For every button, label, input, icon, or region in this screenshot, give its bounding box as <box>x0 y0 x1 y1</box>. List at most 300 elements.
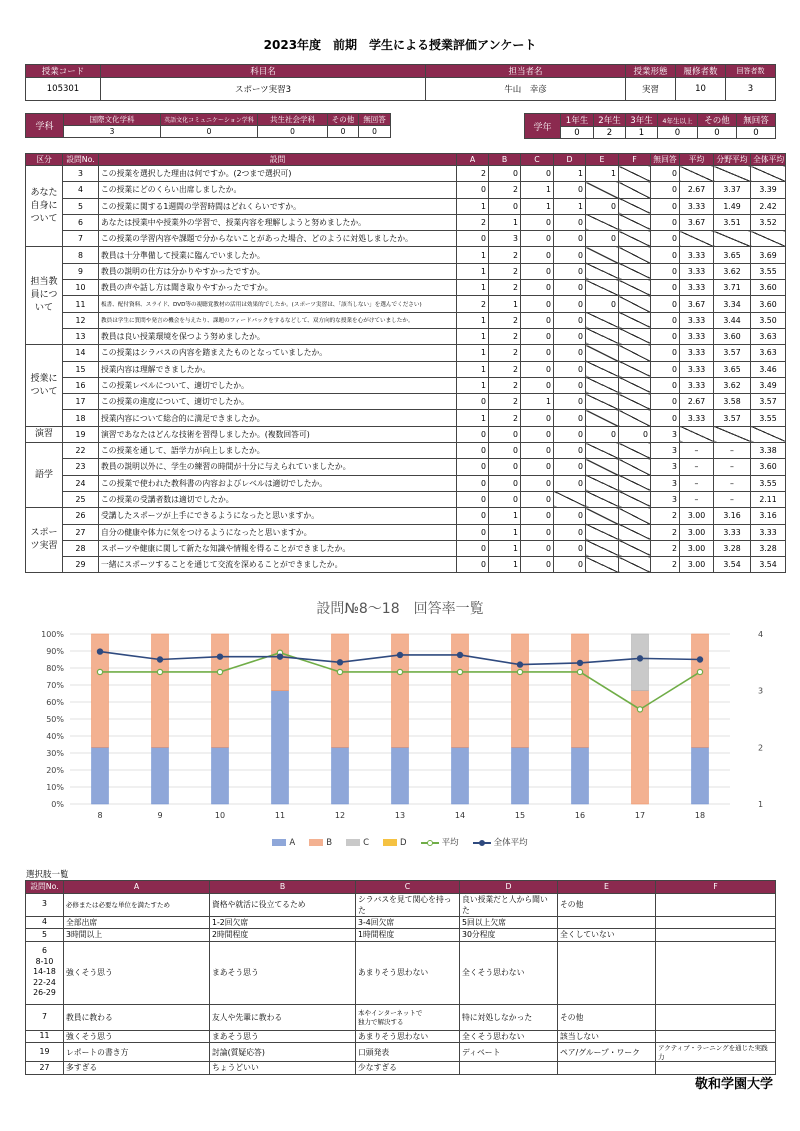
answer-cell: 3.60 <box>751 459 786 475</box>
survey-row <box>26 377 786 393</box>
legend-item <box>383 838 407 848</box>
selection-row <box>26 1030 776 1043</box>
survey-row <box>26 491 786 507</box>
answer-cell <box>619 166 651 182</box>
selection-option: 必修または必要な単位を満たすため <box>64 893 210 916</box>
survey-header: F <box>619 154 651 166</box>
answer-cell: 1 <box>521 182 554 198</box>
answer-cell <box>619 296 651 312</box>
answer-cell <box>680 426 714 442</box>
selection-option <box>558 916 656 929</box>
answer-cell: – <box>714 443 751 459</box>
category-label: 授業について <box>26 345 63 426</box>
answer-cell: 3.46 <box>751 361 786 377</box>
y2-tick-label: 2 <box>758 743 764 753</box>
answer-cell: 0 <box>521 508 554 524</box>
answer-cell: 0 <box>651 231 680 247</box>
point-平均 <box>457 669 462 674</box>
selection-number: 3 <box>26 893 64 916</box>
dept-value: 0 <box>258 126 328 138</box>
question-number: 26 <box>63 508 99 524</box>
answer-cell: 3.67 <box>680 214 714 230</box>
selection-option: 本やインターネットで 独力で解決する <box>356 1004 460 1030</box>
department-table <box>25 113 391 138</box>
answer-cell: 1 <box>457 361 489 377</box>
bar-B <box>272 634 289 691</box>
answer-cell: 3.57 <box>714 345 751 361</box>
x-tick-label: 10 <box>214 811 226 820</box>
answer-cell: 1.49 <box>714 198 751 214</box>
answer-cell: 1 <box>554 166 586 182</box>
survey-row <box>26 345 786 361</box>
question-text: この授業で使われた教科書の内容およびレベルは適切でしたか。 <box>99 475 457 491</box>
question-number: 18 <box>63 410 99 426</box>
answer-cell: 3.33 <box>680 312 714 328</box>
bar-A <box>152 747 169 804</box>
answer-cell <box>619 443 651 459</box>
point-平均 <box>397 669 402 674</box>
answer-cell <box>586 182 619 198</box>
x-tick-label: 17 <box>634 811 646 820</box>
survey-row <box>26 394 786 410</box>
answer-cell <box>586 361 619 377</box>
answer-cell: 0 <box>521 410 554 426</box>
answer-cell: 0 <box>457 459 489 475</box>
dept-label: 学科 <box>26 114 64 138</box>
answer-cell: 0 <box>554 231 586 247</box>
selection-option: 良い授業だと人から聞いた <box>460 893 558 916</box>
answer-cell: 0 <box>554 524 586 540</box>
answer-cell: 0 <box>554 426 586 442</box>
survey-row <box>26 231 786 247</box>
answer-cell: 3 <box>651 426 680 442</box>
survey-header: C <box>521 154 554 166</box>
selection-option: 全くそう思わない <box>460 941 558 1004</box>
selection-row <box>26 929 776 942</box>
selection-option: 資格や就活に役立てるため <box>210 893 356 916</box>
bar-C <box>632 634 649 691</box>
x-tick-label: 9 <box>157 811 163 820</box>
bar-B <box>152 634 169 747</box>
selection-option: 友人や先輩に教わる <box>210 1004 356 1030</box>
answer-cell: 2 <box>489 263 521 279</box>
question-number: 6 <box>63 214 99 230</box>
point-全体平均 <box>157 657 162 662</box>
answer-cell: 1 <box>554 198 586 214</box>
answer-cell: 1 <box>457 263 489 279</box>
selection-option: 全くしていない <box>558 929 656 942</box>
survey-row <box>26 475 786 491</box>
answer-cell: 2.67 <box>680 182 714 198</box>
answer-cell: 2 <box>651 524 680 540</box>
selection-option: 1時間程度 <box>356 929 460 942</box>
answer-cell: 0 <box>651 247 680 263</box>
x-tick-label: 8 <box>97 811 103 820</box>
answer-cell: 0 <box>521 443 554 459</box>
question-number: 8 <box>63 247 99 263</box>
question-text: この授業の受講者数は適切でしたか。 <box>99 491 457 507</box>
answer-cell: 3.33 <box>680 247 714 263</box>
selection-option: 多すぎる <box>64 1062 210 1075</box>
answer-cell: – <box>680 491 714 507</box>
answer-cell: 1 <box>457 410 489 426</box>
selection-header: 設問No. <box>26 881 64 894</box>
survey-row <box>26 426 786 442</box>
answer-cell: 1 <box>457 198 489 214</box>
question-number: 14 <box>63 345 99 361</box>
point-平均 <box>637 707 642 712</box>
question-text: 演習であなたはどんな技術を習得しましたか。(複数回答可) <box>99 426 457 442</box>
answer-cell: 3.65 <box>714 247 751 263</box>
answer-cell: 3.63 <box>751 328 786 344</box>
course-name: スポーツ実習3 <box>101 78 426 101</box>
answer-cell: 1 <box>489 524 521 540</box>
answer-cell: 3.33 <box>680 361 714 377</box>
question-number: 11 <box>63 296 99 312</box>
answer-cell: 3.65 <box>714 361 751 377</box>
bar-B <box>452 634 469 747</box>
year-value: 0 <box>658 127 698 139</box>
answer-cell <box>586 312 619 328</box>
respondent-count: 3 <box>726 78 776 101</box>
answer-cell <box>619 182 651 198</box>
enrolled-header: 履修者数 <box>676 65 726 78</box>
question-number: 5 <box>63 198 99 214</box>
answer-cell: 0 <box>521 361 554 377</box>
selection-option <box>460 1062 558 1075</box>
answer-cell: 0 <box>457 508 489 524</box>
question-number: 23 <box>63 459 99 475</box>
answer-cell: 0 <box>489 426 521 442</box>
answer-cell: 1 <box>521 394 554 410</box>
question-text: 教員は学生に質問や発言の機会を与えたり、課題のフィードバックをするなどして、双方向的な授業を心がけていましたか。 <box>99 312 457 328</box>
bar-A <box>692 747 709 804</box>
answer-cell: 0 <box>521 524 554 540</box>
answer-cell: 1 <box>489 540 521 556</box>
answer-cell <box>619 459 651 475</box>
question-number: 27 <box>63 524 99 540</box>
answer-cell: 1 <box>586 166 619 182</box>
legend-label: A <box>289 838 296 848</box>
answer-cell: 1 <box>521 198 554 214</box>
answer-cell: 0 <box>554 345 586 361</box>
question-number: 19 <box>63 426 99 442</box>
year-value: 2 <box>594 127 626 139</box>
question-number: 9 <box>63 263 99 279</box>
answer-cell: 1 <box>489 296 521 312</box>
point-全体平均 <box>397 652 402 657</box>
point-平均 <box>157 669 162 674</box>
bar-B <box>332 634 349 747</box>
question-text: 板書、配付資料、スライド、DVD等の視聴覚教材の活用は効果的でしたか。(スポーツ実習は、「該当しない」を選んでください) <box>99 296 457 312</box>
y-tick-label: 0% <box>51 800 64 809</box>
selection-option <box>656 1004 776 1030</box>
answer-cell: 1 <box>457 280 489 296</box>
bar-A <box>392 747 409 804</box>
answer-cell: 3.49 <box>751 377 786 393</box>
page-title: 2023年度 前期 学生による授業評価アンケート <box>263 38 537 52</box>
answer-cell: 0 <box>586 296 619 312</box>
answer-cell: 0 <box>457 540 489 556</box>
answer-cell <box>619 410 651 426</box>
answer-cell: 0 <box>457 475 489 491</box>
answer-cell <box>619 540 651 556</box>
selection-option: 討論(質疑応答) <box>210 1043 356 1062</box>
answer-cell <box>586 280 619 296</box>
question-number: 13 <box>63 328 99 344</box>
answer-cell: 3.33 <box>751 524 786 540</box>
selection-number: 11 <box>26 1030 64 1043</box>
selection-header: D <box>460 881 558 894</box>
answer-cell <box>586 557 619 573</box>
question-number: 7 <box>63 231 99 247</box>
answer-cell: 0 <box>619 426 651 442</box>
answer-cell: 2 <box>457 214 489 230</box>
answer-cell: 3 <box>651 459 680 475</box>
answer-cell: 0 <box>489 475 521 491</box>
y2-tick-label: 3 <box>758 686 764 696</box>
category-label: スポーツ実習 <box>26 508 63 573</box>
question-number: 17 <box>63 394 99 410</box>
legend-item <box>421 836 459 848</box>
category-label: 担当教員について <box>26 247 63 345</box>
course-name-header: 科目名 <box>101 65 426 78</box>
answer-cell: 0 <box>651 361 680 377</box>
answer-cell: 0 <box>586 426 619 442</box>
answer-cell: 3.67 <box>680 296 714 312</box>
answer-cell: 0 <box>521 312 554 328</box>
answer-cell <box>619 198 651 214</box>
format-header: 授業形態 <box>626 65 676 78</box>
answer-cell <box>586 459 619 475</box>
answer-cell: 3.50 <box>751 312 786 328</box>
answer-cell: 0 <box>489 443 521 459</box>
y-tick-label: 70% <box>46 681 64 690</box>
answer-cell: – <box>680 475 714 491</box>
answer-cell: 3.55 <box>751 410 786 426</box>
answer-cell: 0 <box>521 491 554 507</box>
year-header: 3年生 <box>626 114 658 127</box>
answer-cell: 3.28 <box>751 540 786 556</box>
point-全体平均 <box>637 656 642 661</box>
answer-cell <box>619 345 651 361</box>
selection-option: シラバスを見て関心を持った <box>356 893 460 916</box>
answer-cell: 0 <box>651 263 680 279</box>
answer-cell: 3.62 <box>714 377 751 393</box>
selection-number: 5 <box>26 929 64 942</box>
question-text: この授業にどのくらい出席しましたか。 <box>99 182 457 198</box>
selection-option <box>656 916 776 929</box>
survey-row <box>26 182 786 198</box>
survey-header: B <box>489 154 521 166</box>
chart-title: 設問№8～18 回答率一覧 <box>316 601 484 617</box>
question-text: この授業の学習内容や課題で分からないことがあった場合、どのように対処しましたか。 <box>99 231 457 247</box>
answer-cell: 3.52 <box>751 214 786 230</box>
answer-cell: 3.34 <box>714 296 751 312</box>
answer-cell: 3 <box>651 475 680 491</box>
answer-cell: 2 <box>651 540 680 556</box>
course-format: 実習 <box>626 78 676 101</box>
answer-cell: 0 <box>651 312 680 328</box>
legend-item <box>473 836 528 848</box>
selection-header: B <box>210 881 356 894</box>
answer-cell: 2 <box>489 394 521 410</box>
survey-row <box>26 443 786 459</box>
selection-option: アクティブ・ラーニングを通じた実践力 <box>656 1043 776 1062</box>
question-text: この授業レベルについて、適切でしたか。 <box>99 377 457 393</box>
survey-row <box>26 214 786 230</box>
answer-cell <box>619 214 651 230</box>
selection-option: 強くそう思う <box>64 1030 210 1043</box>
course-info-table <box>25 64 776 101</box>
answer-cell: 1 <box>457 247 489 263</box>
answer-cell <box>619 312 651 328</box>
selection-option <box>558 1062 656 1075</box>
dept-value: 0 <box>359 126 391 138</box>
selection-option: 3-4回欠席 <box>356 916 460 929</box>
answer-cell: 0 <box>651 377 680 393</box>
answer-cell: 2 <box>651 508 680 524</box>
answer-cell: 0 <box>521 377 554 393</box>
survey-row <box>26 508 786 524</box>
point-平均 <box>97 669 102 674</box>
answer-cell: 3.16 <box>714 508 751 524</box>
answer-cell <box>586 540 619 556</box>
answer-cell <box>586 491 619 507</box>
answer-cell: 0 <box>457 426 489 442</box>
question-number: 3 <box>63 166 99 182</box>
answer-cell: 0 <box>554 508 586 524</box>
answer-cell: 3.33 <box>680 377 714 393</box>
selection-option: まあそう思う <box>210 941 356 1004</box>
selection-option: ちょうどいい <box>210 1062 356 1075</box>
point-平均 <box>337 669 342 674</box>
answer-cell <box>714 231 751 247</box>
answer-cell: 0 <box>521 280 554 296</box>
answer-cell: 2 <box>489 328 521 344</box>
selection-option: 30分程度 <box>460 929 558 942</box>
answer-cell: 0 <box>651 166 680 182</box>
answer-cell: 0 <box>554 557 586 573</box>
answer-cell: – <box>680 443 714 459</box>
answer-cell: 0 <box>651 280 680 296</box>
answer-cell: 0 <box>489 459 521 475</box>
answer-cell: 0 <box>521 475 554 491</box>
answer-cell <box>714 166 751 182</box>
point-平均 <box>697 669 702 674</box>
answer-cell: 0 <box>457 491 489 507</box>
answer-cell: 0 <box>651 410 680 426</box>
instructor-header: 担当者名 <box>426 65 626 78</box>
x-tick-label: 16 <box>574 811 586 820</box>
answer-cell: 2 <box>457 166 489 182</box>
response-rate-chart <box>25 592 775 852</box>
answer-cell: 0 <box>489 198 521 214</box>
question-number: 10 <box>63 280 99 296</box>
selection-option: 全部出席 <box>64 916 210 929</box>
answer-cell: 1 <box>457 312 489 328</box>
answer-cell: 3.55 <box>751 475 786 491</box>
answer-cell: – <box>714 475 751 491</box>
answer-cell: 0 <box>457 443 489 459</box>
selection-option: あまりそう思わない <box>356 941 460 1004</box>
selection-option: ディベート <box>460 1043 558 1062</box>
survey-row <box>26 410 786 426</box>
survey-header: E <box>586 154 619 166</box>
question-text: 受講したスポーツが上手にできるようになったと思いますか。 <box>99 508 457 524</box>
answer-cell <box>586 443 619 459</box>
answer-cell: 3.37 <box>714 182 751 198</box>
selection-option: 特に対処しなかった <box>460 1004 558 1030</box>
answer-cell: 0 <box>651 328 680 344</box>
answer-cell: 2 <box>489 345 521 361</box>
answer-cell <box>619 361 651 377</box>
y2-tick-label: 4 <box>758 630 764 639</box>
answer-cell: 0 <box>586 198 619 214</box>
dept-header: その他 <box>328 114 359 126</box>
answer-cell: 3.63 <box>751 345 786 361</box>
survey-row <box>26 524 786 540</box>
y2-tick-label: 1 <box>758 800 764 809</box>
answer-cell: 2.67 <box>680 394 714 410</box>
selection-title: 選択肢一覧 <box>26 870 69 880</box>
y-tick-label: 30% <box>46 749 64 758</box>
answer-cell: 0 <box>521 231 554 247</box>
selection-option: 口頭発表 <box>356 1043 460 1062</box>
answer-cell: 0 <box>554 296 586 312</box>
dept-header: 無回答 <box>359 114 391 126</box>
answer-cell: 0 <box>521 426 554 442</box>
answer-cell: 3.28 <box>714 540 751 556</box>
answer-cell: 3.33 <box>680 328 714 344</box>
year-label: 学年 <box>525 114 561 139</box>
answer-cell <box>619 231 651 247</box>
answer-cell: 3.00 <box>680 540 714 556</box>
answer-cell <box>554 491 586 507</box>
dept-header: 英語文化コミュニケーション学科 <box>161 114 258 126</box>
answer-cell <box>586 377 619 393</box>
y-tick-label: 100% <box>41 630 64 639</box>
course-code: 105301 <box>26 78 101 101</box>
answer-cell: 3.33 <box>680 280 714 296</box>
university-name: 敬和学園大学 <box>694 1077 773 1092</box>
answer-cell: 0 <box>651 296 680 312</box>
question-number: 29 <box>63 557 99 573</box>
answer-cell: 3 <box>651 491 680 507</box>
legend-swatch <box>383 839 397 846</box>
answer-cell: 0 <box>554 410 586 426</box>
question-text: 授業内容について総合的に満足できましたか。 <box>99 410 457 426</box>
answer-cell: 3 <box>489 231 521 247</box>
y-tick-label: 60% <box>46 698 64 707</box>
survey-header: D <box>554 154 586 166</box>
selection-option: ペア/グループ・ワーク <box>558 1043 656 1062</box>
selection-option <box>656 941 776 1004</box>
answer-cell: – <box>714 459 751 475</box>
answer-cell <box>586 524 619 540</box>
survey-header: 設問 <box>99 154 457 166</box>
answer-cell <box>619 524 651 540</box>
answer-cell: 3.69 <box>751 247 786 263</box>
x-tick-label: 15 <box>514 811 526 820</box>
selection-option: 2時間程度 <box>210 929 356 942</box>
survey-row <box>26 247 786 263</box>
selection-option <box>558 941 656 1004</box>
question-text: 教員の声や話し方は聞き取りやすかったですか。 <box>99 280 457 296</box>
answer-cell: 0 <box>457 524 489 540</box>
answer-cell <box>619 280 651 296</box>
answer-cell <box>619 508 651 524</box>
